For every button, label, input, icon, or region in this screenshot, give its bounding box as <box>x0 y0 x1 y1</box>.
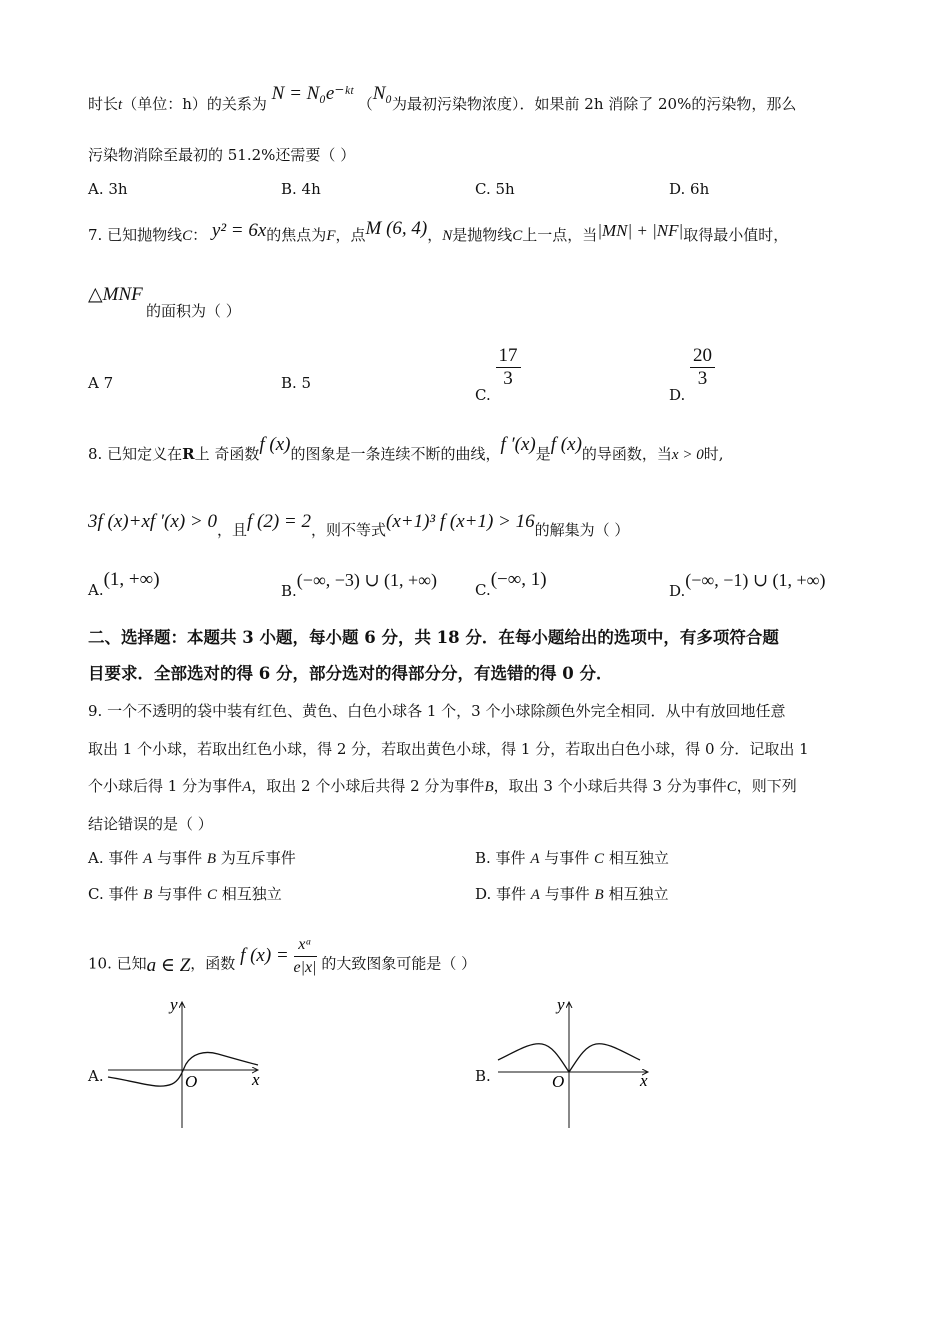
q8-line2 <box>88 511 630 541</box>
q8-inequality2: (x+1)³ f (x+1) > 16 <box>386 511 535 532</box>
graph-a-origin: O <box>185 1072 198 1091</box>
q8-mid5: 时, <box>703 445 724 463</box>
q10-denominator: e|x| <box>293 959 317 976</box>
q10-mid: ，函数 <box>190 954 236 973</box>
q9-b-t0: B. 事件 <box>475 849 531 867</box>
q9-c-t2: 与事件 <box>152 885 207 903</box>
q7-line1 <box>88 218 789 247</box>
q7-option-b: B. 5 <box>281 374 312 392</box>
q7-option-c <box>475 345 521 404</box>
q8-option-c-label: C. <box>475 581 491 599</box>
q10-condition <box>147 955 191 976</box>
q10-suffix: 的大致图象可能是（ ） <box>321 954 477 973</box>
q9-b-t3: C <box>594 851 605 867</box>
q7-c-num: 17 <box>496 345 521 368</box>
q9-c-t1: B <box>143 887 153 903</box>
q10-fraction <box>294 934 317 979</box>
q6-text-a: 时长 <box>88 95 119 113</box>
q7-suffix: 取得最小值时， <box>683 226 789 244</box>
q6-text-b: （单位：h）的关系为 <box>122 95 267 113</box>
q8-mid1: 上 奇函数 <box>194 445 260 463</box>
q10-prefix: 10. 已知 <box>88 954 147 973</box>
q7-mid1: 的焦点为 <box>266 226 327 244</box>
q7-var-n: N <box>442 228 453 244</box>
q6-paren: （ <box>357 95 373 113</box>
q6-option-a: A. 3h <box>88 180 128 198</box>
q8-condition: x > 0 <box>671 447 704 463</box>
q9-b-t4: 相互独立 <box>604 849 669 867</box>
q7-var-c: C <box>182 228 193 244</box>
q9-d-t0: D. 事件 <box>475 885 531 903</box>
q9-event-b: B <box>484 779 494 795</box>
q6-option-d: D. 6h <box>669 180 710 198</box>
q8-option-d-label: D. <box>669 582 686 600</box>
q8-fx: f (x) <box>259 434 291 455</box>
q6-formula: N = N₀e⁻ᵏᵗ <box>271 83 353 104</box>
q7-option-d <box>669 345 715 404</box>
q8-option-a-value: (1, +∞) <box>103 569 160 590</box>
q8-then: ，则不等式 <box>311 521 387 539</box>
q9-c-t3: C <box>206 887 217 903</box>
q9-c-t4: 相互独立 <box>216 885 282 903</box>
q8-line1 <box>88 434 724 466</box>
q9-d-t2: 与事件 <box>539 885 595 903</box>
q7-option-d-fraction <box>690 345 715 390</box>
q7-mid3: ， <box>427 226 443 244</box>
q8-fpx: f ′(x) <box>500 434 536 455</box>
q10-graph-a <box>100 990 280 1135</box>
q7-area: 的面积为（ ） <box>146 302 241 320</box>
q7-option-c-fraction <box>496 345 521 390</box>
q10-option-b-label: B. <box>475 1067 491 1085</box>
q7-prefix: 7. 已知抛物线 <box>88 226 183 244</box>
section2-heading-line2: 目要求．全部选对的得 6 分，部分选对的得部分分，有选错的得 0 分． <box>88 664 613 683</box>
q7-mid5: 上一点，当 <box>522 226 598 244</box>
q10-graph-b <box>490 990 670 1135</box>
q8-mid3: 是 <box>535 445 551 463</box>
q9-line3-d: ，则下列 <box>736 777 797 795</box>
q8-f2: f (2) = 2 <box>246 511 311 532</box>
graph-a-curve <box>108 1052 258 1086</box>
q9-event-c: C <box>726 779 737 795</box>
q9-c-t0: C. 事件 <box>88 885 144 903</box>
q10-option-a-label: A. <box>88 1067 104 1085</box>
q10-numerator: xᵃ <box>294 934 317 957</box>
q7-mid2: ，点 <box>335 226 366 244</box>
q7-sum: |MN| + |NF| <box>597 221 684 240</box>
q7-option-a: A 7 <box>88 374 114 392</box>
q7-d-num: 20 <box>690 345 715 368</box>
q7-var-f: F <box>326 228 336 244</box>
q6-line2: 污染物消除至最初的 51.2%还需要（ ） <box>88 146 356 164</box>
q7-line2 <box>88 284 143 306</box>
q9-line2: 取出 1 个小球，若取出红色小球，得 2 分，若取出黄色小球，得 1 分，若取出白色小球，得 0 分．记取出 1 <box>88 740 809 758</box>
graph-a-y-label: y <box>170 995 178 1014</box>
q6-option-b: B. 4h <box>281 180 321 198</box>
q9-line1: 9. 一个不透明的袋中装有红色、黄色、白色小球各 1 个，3 个小球除颜色外完全相同．从中有放回地任意 <box>88 702 786 720</box>
q8-inequality1: 3f (x)+xf ′(x) > 0 <box>88 511 217 532</box>
q6-text-c: 为最初污染物浓度）．如果前 2h 消除了 20%的污染物，那么 <box>392 95 797 113</box>
q7-var-c2: C <box>512 228 523 244</box>
q8-option-c-value: (−∞, 1) <box>490 569 547 590</box>
q9-option-c <box>88 883 282 906</box>
q9-option-d <box>475 883 668 906</box>
q7-point-m: M (6, 4) <box>365 218 428 239</box>
q9-b-t2: 与事件 <box>539 849 595 867</box>
q9-a-t1: A <box>143 851 153 867</box>
q9-a-t4: 为互斥事件 <box>216 849 296 867</box>
q8-option-b-label: B. <box>281 582 297 600</box>
q9-option-a <box>88 847 296 870</box>
q9-line3-a: 个小球后得 1 分为事件 <box>88 777 243 795</box>
q9-event-a: A <box>242 779 252 795</box>
q8-mid2: 的图象是一条连续不断的曲线， <box>290 445 501 463</box>
q7-option-d-label: D. <box>669 385 686 404</box>
q8-option-b-value: (−∞, −3) ∪ (1, +∞) <box>296 570 437 590</box>
q9-d-t4: 相互独立 <box>603 885 669 903</box>
q8-option-b <box>281 569 437 600</box>
q7-mid4: 是抛物线 <box>452 226 513 244</box>
q9-a-t2: 与事件 <box>152 849 207 867</box>
q8-option-a-label: A. <box>88 581 104 599</box>
q9-line3-b: ，取出 2 个小球后共得 2 分为事件 <box>251 777 485 795</box>
q9-line3-c: ，取出 3 个小球后共得 3 分为事件 <box>493 777 727 795</box>
q8-set-r: R <box>182 445 195 463</box>
graph-b-origin: O <box>552 1072 565 1091</box>
q8-ask: 的解集为（ ） <box>534 521 630 539</box>
q7-parabola-eq: y² = 6x <box>211 220 267 241</box>
q8-fx2: f (x) <box>550 434 582 455</box>
q6-n0: N₀ <box>372 83 392 104</box>
q9-b-t1: A <box>530 851 540 867</box>
graph-b-x-label: x <box>640 1071 648 1090</box>
q8-option-d <box>669 569 826 600</box>
q10-fx: f (x) = <box>240 944 289 966</box>
q7-d-den: 3 <box>697 368 708 389</box>
q9-a-t0: A. 事件 <box>88 849 144 867</box>
q8-prefix: 8. 已知定义在 <box>88 445 183 463</box>
q6-line1 <box>88 83 797 116</box>
q6-option-c: C. 5h <box>475 180 515 198</box>
q9-d-t1: A <box>530 887 540 903</box>
q9-d-t3: B <box>594 887 604 903</box>
q7-c-den: 3 <box>503 368 513 389</box>
q9-a-t3: B <box>206 851 217 867</box>
q6-var-t: t <box>118 97 123 113</box>
q9-option-b <box>475 847 669 870</box>
q10-line1 <box>88 936 477 987</box>
q8-option-d-value: (−∞, −1) ∪ (1, +∞) <box>685 570 826 590</box>
q10-condition-text: a ∈ Z <box>146 954 191 976</box>
q8-mid4: 的导函数，当 <box>581 445 672 463</box>
q7-option-c-label: C. <box>475 385 491 404</box>
q8-option-c <box>475 569 547 599</box>
q7-colon: ： <box>192 226 208 244</box>
graph-b-y-label: y <box>557 995 565 1014</box>
q8-option-a <box>88 569 160 599</box>
q9-line4: 结论错误的是（ ） <box>88 815 213 833</box>
section2-heading-line1: 二、选择题：本题共 3 小题，每小题 6 分，共 18 分．在每小题给出的选项中，有多项符合题 <box>88 628 779 647</box>
q8-and: ，且 <box>216 521 247 539</box>
q7-triangle: △MNF <box>88 284 143 305</box>
graph-a-x-label: x <box>252 1070 260 1089</box>
q9-line3 <box>88 775 797 798</box>
